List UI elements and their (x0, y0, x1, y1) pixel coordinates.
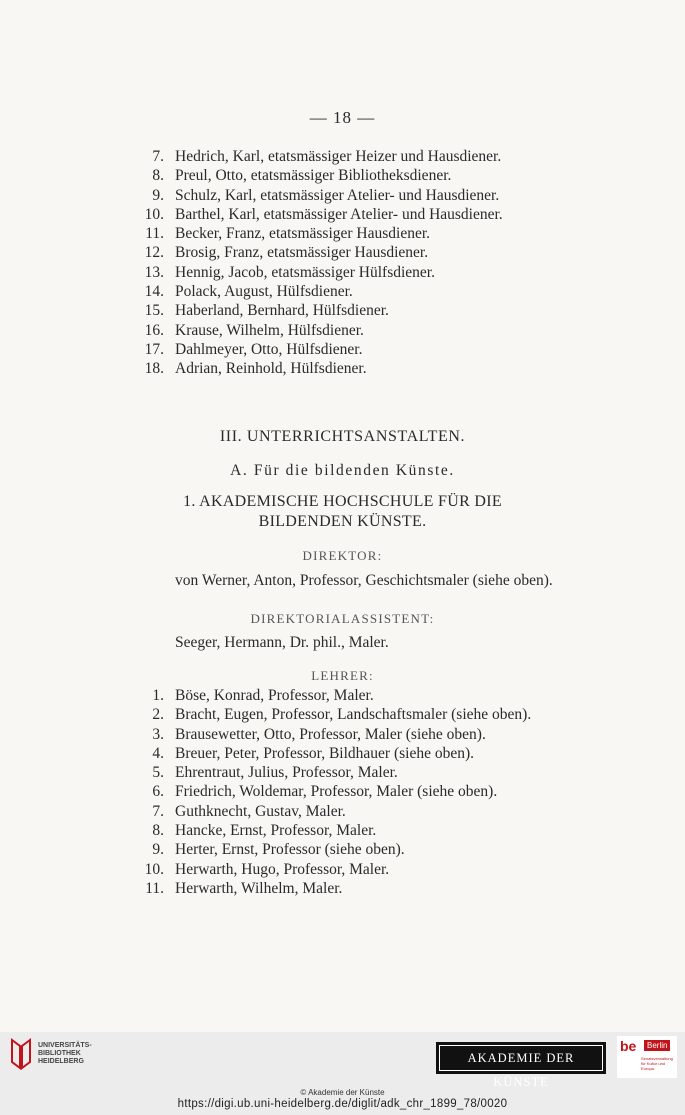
list-item (120, 763, 640, 782)
library-logo-text (38, 1042, 92, 1066)
section-title: III. UNTERRICHTSANSTALTEN. (219, 428, 466, 445)
item-text: Polack, August, Hülfsdiener. (175, 283, 353, 301)
director-label: DIREKTOR: (302, 548, 383, 563)
list-item (120, 686, 640, 705)
item-text: Hennig, Jacob, etatsmässiger Hülfsdiener. (175, 263, 435, 281)
library-logo-line1: UNIVERSITÄTS- (38, 1042, 92, 1049)
item-text: Krause, Wilhelm, Hülfsdiener. (175, 321, 364, 339)
item-number: 4. (152, 744, 164, 762)
list-item (120, 705, 640, 724)
list-item (120, 263, 640, 282)
institution-title-line2: BILDENDEN KÜNSTE. (258, 513, 427, 530)
item-number: 9. (152, 841, 164, 859)
item-number: 10. (144, 205, 164, 223)
director-text: von Werner, Anton, Professor, Geschichtsmaler (siehe oben). (175, 572, 553, 589)
item-text: Schulz, Karl, etatsmässiger Atelier- und Hausdiener. (175, 186, 500, 204)
item-text: Haberland, Bernhard, Hülfsdiener. (175, 302, 389, 320)
item-text: Dahlmeyer, Otto, Hülfsdiener. (175, 340, 363, 358)
university-library-logo[interactable] (8, 1036, 92, 1072)
item-number: 14. (144, 283, 164, 301)
item-number: 1. (152, 687, 164, 704)
item-text: Breuer, Peter, Professor, Bildhauer (siehe oben). (175, 744, 475, 762)
item-number: 16. (144, 321, 164, 339)
copyright-text: © Akademie der Künste (300, 1088, 385, 1097)
page-number: — 18 — (309, 108, 376, 127)
list-item (120, 879, 640, 898)
teachers-label: LEHRER: (311, 668, 374, 683)
be-berlin-logo[interactable] (617, 1036, 677, 1078)
be-berlin-be: be (620, 1038, 637, 1054)
item-number: 5. (152, 764, 164, 782)
list-item (120, 359, 640, 378)
adk-logo-text: AKADEMIE DER KÜNSTE (439, 1045, 603, 1071)
library-emblem-icon (8, 1036, 34, 1072)
list-item (120, 282, 640, 301)
list-item (120, 782, 640, 801)
list-item (120, 301, 640, 320)
list-item (120, 725, 640, 744)
item-number: 13. (144, 263, 164, 281)
item-number: 12. (144, 244, 164, 262)
item-text: Guthknecht, Gustav, Maler. (175, 802, 346, 820)
item-text: Barthel, Karl, etatsmässiger Atelier- und Hausdiener. (175, 205, 503, 223)
item-text: Preul, Otto, etatsmässiger Bibliotheksdiener. (175, 167, 452, 185)
list-item (120, 802, 640, 821)
item-number: 15. (144, 302, 164, 320)
list-item (120, 821, 640, 840)
library-logo-line3: HEIDELBERG (38, 1058, 84, 1065)
assistant-text: Seeger, Hermann, Dr. phil., Maler. (175, 634, 389, 651)
list-item (120, 186, 640, 205)
item-number: 6. (152, 783, 164, 801)
item-text: Ehrentraut, Julius, Professor, Maler. (175, 764, 398, 782)
item-text: Brosig, Franz, etatsmässiger Hausdiener. (175, 244, 429, 262)
list-item (120, 321, 640, 340)
item-text: Hancke, Ernst, Professor, Maler. (175, 822, 377, 840)
item-text: Hedrich, Karl, etatsmässiger Heizer und Hausdiener. (175, 148, 502, 165)
item-number: 8. (152, 167, 164, 185)
item-text: Adrian, Reinhold, Hülfsdiener. (175, 360, 367, 378)
item-text: Herwarth, Hugo, Professor, Maler. (175, 860, 390, 878)
item-text: Herwarth, Wilhelm, Maler. (175, 879, 343, 897)
item-text: Friedrich, Woldemar, Professor, Maler (siehe oben). (175, 783, 498, 801)
item-number: 10. (144, 860, 164, 878)
item-text: Becker, Franz, etatsmässiger Hausdiener. (175, 225, 431, 243)
item-number: 3. (152, 725, 164, 743)
item-number: 8. (152, 822, 164, 840)
institution-title-line1: 1. AKADEMISCHE HOCHSCHULE FÜR DIE (183, 493, 502, 510)
item-number: 7. (152, 148, 164, 165)
staff-list (120, 147, 640, 379)
list-item (120, 840, 640, 859)
subsection-title: A. Für die bildenden Künste. (230, 462, 455, 479)
item-text: Böse, Konrad, Professor, Maler. (175, 687, 374, 704)
list-item (120, 744, 640, 763)
item-text: Brausewetter, Otto, Professor, Maler (siehe oben). (175, 725, 486, 743)
list-item (120, 860, 640, 879)
item-number: 11. (145, 225, 164, 243)
item-number: 11. (145, 879, 164, 897)
assistant-label: DIREKTORIALASSISTENT: (250, 611, 435, 626)
item-number: 17. (144, 340, 164, 358)
list-item (120, 166, 640, 185)
be-berlin-tagline: Senatsverwaltung für Kultur und Europa (641, 1056, 673, 1071)
item-number: 2. (152, 706, 164, 724)
item-text: Bracht, Eugen, Professor, Landschaftsmaler (siehe oben). (175, 706, 532, 724)
list-item (120, 224, 640, 243)
list-item (120, 205, 640, 224)
teachers-list (120, 686, 640, 898)
permalink-url[interactable]: https://digi.ub.uni-heidelberg.de/diglit/adk_chr_1899_78/0020 (177, 1098, 508, 1110)
be-berlin-box: Berlin (644, 1040, 670, 1051)
item-number: 18. (144, 360, 164, 378)
list-item (120, 340, 640, 359)
item-number: 9. (152, 186, 164, 204)
list-item (120, 243, 640, 262)
list-item (120, 147, 640, 166)
item-number: 7. (152, 802, 164, 820)
item-text: Herter, Ernst, Professor (siehe oben). (175, 841, 405, 859)
library-logo-line2: BIBLIOTHEK (38, 1050, 81, 1057)
akademie-der-kuenste-logo[interactable] (436, 1042, 606, 1089)
